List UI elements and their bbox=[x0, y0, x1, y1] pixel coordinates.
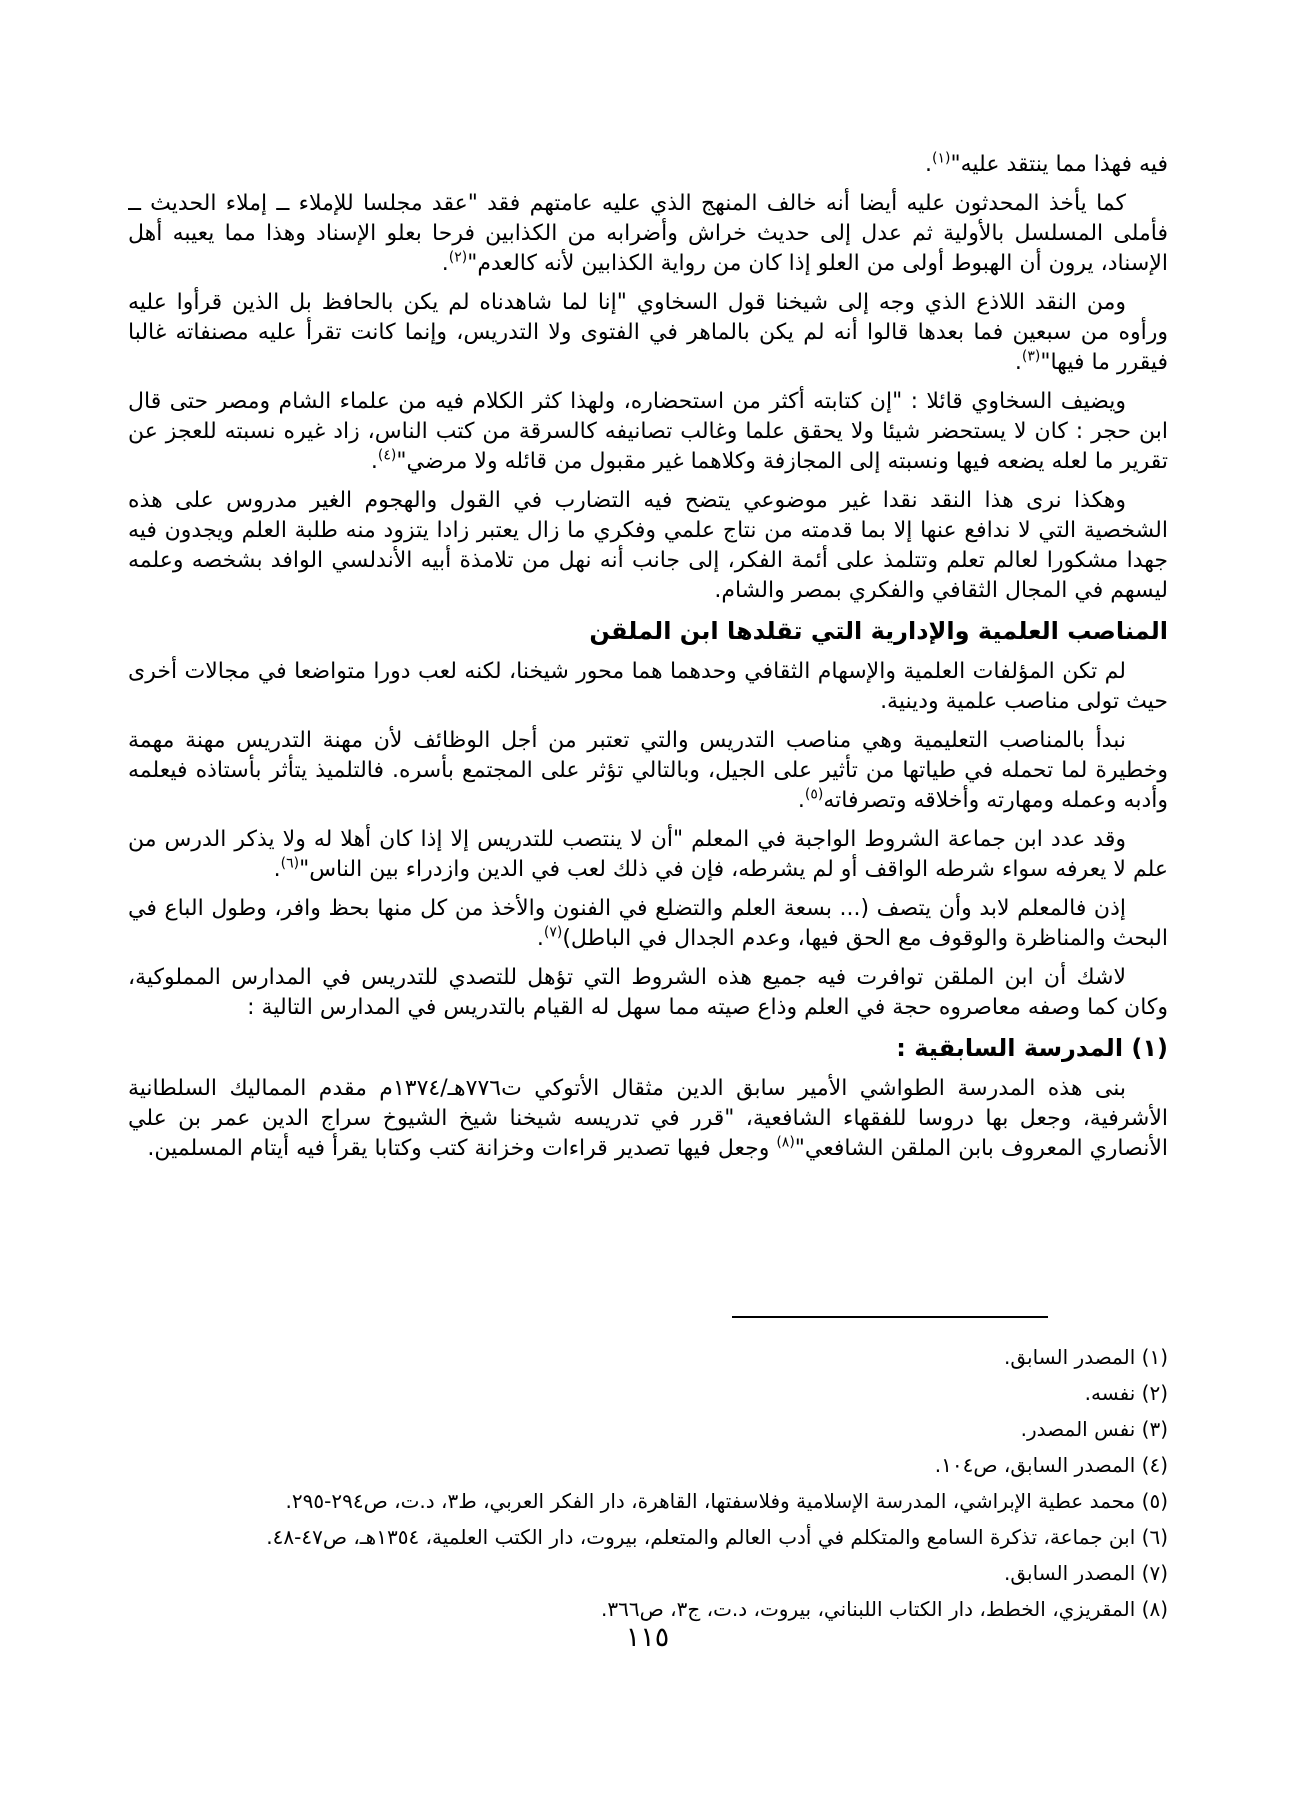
footnote-number: (٥) bbox=[1141, 1489, 1168, 1513]
footnote-ref: (٢) bbox=[448, 249, 468, 266]
footnote-number: (١) bbox=[1141, 1345, 1168, 1369]
section-heading: المناصب العلمية والإدارية التي تقلدها ابن الملقن bbox=[589, 617, 1168, 645]
footnote: (٦) ابن جماعة، تذكرة السامع والمتكلم في أدب العالم والمتعلم، بيروت، دار الكتب العلمية، ١٣٥٤هـ، ص٤٧-٤٨. bbox=[266, 1525, 1168, 1549]
paragraph: إذن فالمعلم لابد وأن يتصف (... بسعة العلم والتضلع في الفنون والأخذ من كل منها بحظ وافر، وطول الباع في البحث والمناظرة والوقوف مع الحق فيها، وعدم الجدال في الباطل)$^{(٧)}$. bbox=[128, 896, 1168, 951]
footnote: (٤) المصدر السابق، ص١٠٤. bbox=[934, 1453, 1168, 1477]
paragraph: ويضيف السخاوي قائلا : "إن كتابته أكثر من استحضاره، ولهذا كثر الكلام فيه من علماء الشام ومصر حتى قال ابن حجر : كان لا يستحضر شيئا ولا يحقق علما وغالب تصانيفه كالسرقة من كتب الناس، زاد غيره نسبته للعجز عن تقرير ما لعله يضعه فيها ونسبته إلى المجازفة وكلاهما غير مقبول من قائله ولا مرضي"$^{(٤)}$. bbox=[128, 389, 1168, 474]
footnote: (٢) نفسه. bbox=[1084, 1381, 1168, 1405]
footnote: (١) المصدر السابق. bbox=[1004, 1345, 1168, 1369]
paragraph: وهكذا نرى هذا النقد نقدا غير موضوعي يتضح فيه التضارب في القول والهجوم الغير مدروس على هذه الشخصية التي لا ندافع عنها إلا بما قدمته من نتاج علمي وفكري ما زال يعتبر زادا يتزود منه طلبة العلم ويجدون فيه جهدا مشكورا لعالم تعلم وتتلمذ على أئمة الفكر، إلى جانب أنه نهل من تلامذة أبيه الأندلسي الوافد بشخصه وعلمه ليسهم في المجال الثقافي والفكري بمصر والشام. bbox=[128, 488, 1168, 603]
footnote: (٧) المصدر السابق. bbox=[1004, 1561, 1168, 1585]
footnote-number: (٤) bbox=[1141, 1453, 1168, 1477]
paragraph: فيه فهذا مما ينتقد عليه"$^{(١)}$. bbox=[925, 150, 1168, 177]
footnote-ref: (٧) bbox=[543, 924, 563, 941]
footnote-ref: (٨) bbox=[776, 1134, 795, 1151]
footnote-number: (٧) bbox=[1141, 1561, 1168, 1585]
paragraph: نبدأ بالمناصب التعليمية وهي مناصب التدريس والتي تعتبر من أجل الوظائف لأن مهنة التدريس مهنة مهمة وخطيرة لما تحمله في طياتها من تأثير على الجيل، وبالتالي تؤثر على المجتمع بأسره. فالتلميذ يتأثر بأستاذه فيعلمه وأدبه وعمله ومهارته وأخلاقه وتصرفاته$^{(٥)}$. bbox=[128, 728, 1168, 813]
footnotes bbox=[128, 1344, 1168, 1632]
footnote-ref: (١) bbox=[932, 150, 951, 167]
paragraph: ومن النقد اللاذع الذي وجه إلى شيخنا قول السخاوي "إنا لما شاهدناه لم يكن بالحافظ بل الذين قرأوا عليه ورأوه من سبعين فما بعدها قالوا أنه لم يكن بالماهر في الفتوى ولا التدريس، وإنما كانت تقرأ عليه مصنفاته غالبا فيقرر ما فيها"$^{(٣)}$. bbox=[128, 290, 1168, 375]
footnote-ref: (٦) bbox=[280, 855, 300, 872]
main-text bbox=[128, 150, 1168, 1315]
paragraph: بنى هذه المدرسة الطواشي الأمير سابق الدين مثقال الأتوكي ت٧٧٦هـ/١٣٧٤م مقدم المماليك السلطانية الأشرفية، وجعل بها دروسا للفقهاء الشافعية، "قرر في تدريسه شيخنا شيخ الشيوخ سراج الدين عمر بن علي الأنصاري المعروف بابن الملقن الشافعي"$^{(٨)}$ وجعل فيها تصدير قراءات وخزانة كتب وكتابا يقرأ فيه أيتام المسلمين. bbox=[128, 1076, 1168, 1161]
paragraph: كما يأخذ المحدثون عليه أيضا أنه خالف المنهج الذي عليه عامتهم فقد "عقد مجلسا للإملاء ــ إملاء الحديث ــ فأملى المسلسل بالأولية ثم عدل إلى حديث خراش وأضرابه من الكذابين فرحا بعلو الإسناد وهذا مما يعيبه أهل الإسناد، يرون أن الهبوط أولى من العلو إذا كان من رواية الكذابين لأنه كالعدم"$^{(٢)}$. bbox=[128, 191, 1168, 276]
footnote-separator bbox=[732, 1316, 1048, 1318]
paragraph: لاشك أن ابن الملقن توافرت فيه جميع هذه الشروط التي تؤهل للتصدي للتدريس في المدارس المملوكية، وكان كما وصفه معاصروه حجة في العلم وذاع صيته مما سهل له القيام بالتدريس في المدارس التالية : bbox=[128, 965, 1168, 1020]
page-number: ١١٥ bbox=[625, 1622, 670, 1653]
footnote-number: (٢) bbox=[1141, 1381, 1168, 1405]
footnote: (٣) نفس المصدر. bbox=[1020, 1417, 1168, 1441]
subsection-heading: (١) المدرسة السابقية : bbox=[896, 1034, 1168, 1062]
footnote-ref: (٥) bbox=[804, 786, 824, 803]
footnote-number: (٣) bbox=[1141, 1417, 1168, 1441]
footnote-number: (٨) bbox=[1141, 1597, 1168, 1621]
paragraph: لم تكن المؤلفات العلمية والإسهام الثقافي وحدهما هما محور شيخنا، لكنه لعب دورا متواضعا في مجالات أخرى حيث تولى مناصب علمية ودينية. bbox=[128, 659, 1168, 714]
footnote: (٥) محمد عطية الإبراشي، المدرسة الإسلامية وفلاسفتها، القاهرة، دار الفكر العربي، ط٣، د.ت، ص٢٩٤-٢٩٥. bbox=[285, 1489, 1168, 1513]
footnote-number: (٦) bbox=[1141, 1525, 1168, 1549]
footnote-ref: (٤) bbox=[377, 447, 397, 464]
footnote-ref: (٣) bbox=[1021, 348, 1041, 365]
paragraph: وقد عدد ابن جماعة الشروط الواجبة في المعلم "أن لا ينتصب للتدريس إلا إذا كان أهلا له ولا يذكر الدرس من علم لا يعرفه سواء شرطه الواقف أو لم يشرطه، فإن في ذلك لعب في الدين وازدراء بين الناس"$^{(٦)}$. bbox=[128, 827, 1168, 882]
footnote: (٨) المقريزي، الخطط، دار الكتاب اللبناني، بيروت، د.ت، ج٣، ص٣٦٦. bbox=[601, 1597, 1168, 1621]
